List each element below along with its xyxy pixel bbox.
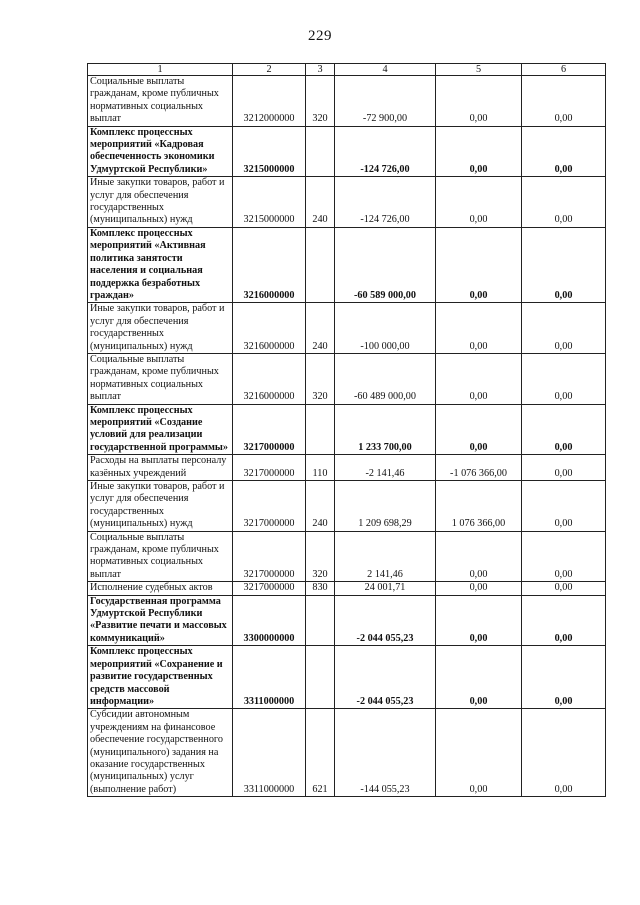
table-row — [88, 709, 606, 797]
header-col-3: 3 — [306, 64, 335, 76]
row-value-3: 0,00 — [522, 303, 606, 354]
row-code: 3216000000 — [233, 353, 306, 404]
row-name: Социальные выплаты гражданам, кроме публичных нормативных социальных выплат — [88, 531, 233, 582]
table-row — [88, 455, 606, 481]
row-code: 3217000000 — [233, 582, 306, 595]
row-value-2: 0,00 — [436, 646, 522, 709]
row-value-3: 0,00 — [522, 353, 606, 404]
row-value-1: -60 489 000,00 — [335, 353, 436, 404]
row-expense-type: 240 — [306, 177, 335, 228]
budget-table — [87, 63, 606, 797]
row-value-3: 0,00 — [522, 455, 606, 481]
row-expense-type: 320 — [306, 353, 335, 404]
row-value-1: 2 141,46 — [335, 531, 436, 582]
row-value-1: -100 000,00 — [335, 303, 436, 354]
row-value-3: 0,00 — [522, 595, 606, 646]
table-row — [88, 404, 606, 455]
row-value-1: -2 044 055,23 — [335, 595, 436, 646]
row-value-1: -144 055,23 — [335, 709, 436, 797]
row-code: 3311000000 — [233, 646, 306, 709]
row-expense-type: 830 — [306, 582, 335, 595]
row-name: Иные закупки товаров, работ и услуг для обеспечения государственных (муниципальных) нужд — [88, 303, 233, 354]
row-value-2: 0,00 — [436, 709, 522, 797]
row-code: 3217000000 — [233, 455, 306, 481]
row-value-3: 0,00 — [522, 531, 606, 582]
row-expense-type — [306, 126, 335, 177]
row-value-1: -124 726,00 — [335, 177, 436, 228]
table-row — [88, 227, 606, 302]
header-col-1: 1 — [88, 64, 233, 76]
row-value-3: 0,00 — [522, 709, 606, 797]
row-value-3: 0,00 — [522, 177, 606, 228]
row-code: 3216000000 — [233, 303, 306, 354]
header-col-4: 4 — [335, 64, 436, 76]
table-row — [88, 353, 606, 404]
row-expense-type: 240 — [306, 481, 335, 532]
table-row — [88, 76, 606, 127]
header-col-5: 5 — [436, 64, 522, 76]
row-value-1: -2 044 055,23 — [335, 646, 436, 709]
row-name: Исполнение судебных актов — [88, 582, 233, 595]
row-expense-type: 320 — [306, 531, 335, 582]
table-row — [88, 481, 606, 532]
row-value-2: 0,00 — [436, 177, 522, 228]
row-value-1: 24 001,71 — [335, 582, 436, 595]
row-value-2: -1 076 366,00 — [436, 455, 522, 481]
table-row — [88, 303, 606, 354]
row-value-1: -2 141,46 — [335, 455, 436, 481]
table-header — [88, 64, 606, 76]
page-number: 229 — [308, 28, 332, 44]
row-value-3: 0,00 — [522, 227, 606, 302]
table-body — [88, 76, 606, 797]
row-value-2: 0,00 — [436, 582, 522, 595]
row-name: Иные закупки товаров, работ и услуг для обеспечения государственных (муниципальных) нужд — [88, 481, 233, 532]
row-value-2: 0,00 — [436, 126, 522, 177]
row-code: 3311000000 — [233, 709, 306, 797]
row-name: Социальные выплаты гражданам, кроме публичных нормативных социальных выплат — [88, 76, 233, 127]
row-value-2: 0,00 — [436, 76, 522, 127]
row-expense-type — [306, 595, 335, 646]
table-row — [88, 177, 606, 228]
row-code: 3217000000 — [233, 404, 306, 455]
row-value-2: 0,00 — [436, 227, 522, 302]
row-code: 3217000000 — [233, 481, 306, 532]
row-code: 3212000000 — [233, 76, 306, 127]
row-expense-type: 320 — [306, 76, 335, 127]
table-row — [88, 646, 606, 709]
header-col-2: 2 — [233, 64, 306, 76]
row-value-3: 0,00 — [522, 481, 606, 532]
row-code: 3217000000 — [233, 531, 306, 582]
row-name: Иные закупки товаров, работ и услуг для обеспечения государственных (муниципальных) нужд — [88, 177, 233, 228]
row-code: 3300000000 — [233, 595, 306, 646]
row-value-1: 1 209 698,29 — [335, 481, 436, 532]
row-value-3: 0,00 — [522, 404, 606, 455]
row-name: Комплекс процессных мероприятий «Создание условий для реализации государственной программы» — [88, 404, 233, 455]
row-value-3: 0,00 — [522, 76, 606, 127]
table-row — [88, 531, 606, 582]
row-expense-type: 240 — [306, 303, 335, 354]
row-value-1: -60 589 000,00 — [335, 227, 436, 302]
row-name: Социальные выплаты гражданам, кроме публичных нормативных социальных выплат — [88, 353, 233, 404]
row-code: 3215000000 — [233, 126, 306, 177]
row-value-3: 0,00 — [522, 646, 606, 709]
row-value-2: 0,00 — [436, 353, 522, 404]
row-expense-type — [306, 646, 335, 709]
row-value-3: 0,00 — [522, 126, 606, 177]
table-row — [88, 582, 606, 595]
row-expense-type — [306, 404, 335, 455]
row-code: 3215000000 — [233, 177, 306, 228]
table-row — [88, 126, 606, 177]
row-name: Комплекс процессных мероприятий «Сохранение и развитие государственных средств массовой информации» — [88, 646, 233, 709]
row-expense-type: 621 — [306, 709, 335, 797]
row-value-3: 0,00 — [522, 582, 606, 595]
row-value-1: -72 900,00 — [335, 76, 436, 127]
row-name: Комплекс процессных мероприятий «Активная политика занятости населения и социальная поддержка безработных граждан» — [88, 227, 233, 302]
row-value-2: 0,00 — [436, 303, 522, 354]
row-name: Комплекс процессных мероприятий «Кадровая обеспеченность экономики Удмуртской Республики» — [88, 126, 233, 177]
row-expense-type — [306, 227, 335, 302]
row-value-1: -124 726,00 — [335, 126, 436, 177]
row-value-1: 1 233 700,00 — [335, 404, 436, 455]
row-name: Государственная программа Удмуртской Республики «Развитие печати и массовых коммуникаций» — [88, 595, 233, 646]
row-value-2: 0,00 — [436, 595, 522, 646]
row-value-2: 0,00 — [436, 404, 522, 455]
header-col-6: 6 — [522, 64, 606, 76]
row-expense-type: 110 — [306, 455, 335, 481]
row-value-2: 0,00 — [436, 531, 522, 582]
row-code: 3216000000 — [233, 227, 306, 302]
row-name: Расходы на выплаты персоналу казённых учреждений — [88, 455, 233, 481]
row-value-2: 1 076 366,00 — [436, 481, 522, 532]
row-name: Субсидии автономным учреждениям на финансовое обеспечение государственного (муниципального) задания на оказание государственных (муниципальных) услуг (выполнение работ) — [88, 709, 233, 797]
header-row — [88, 64, 606, 76]
table-row — [88, 595, 606, 646]
